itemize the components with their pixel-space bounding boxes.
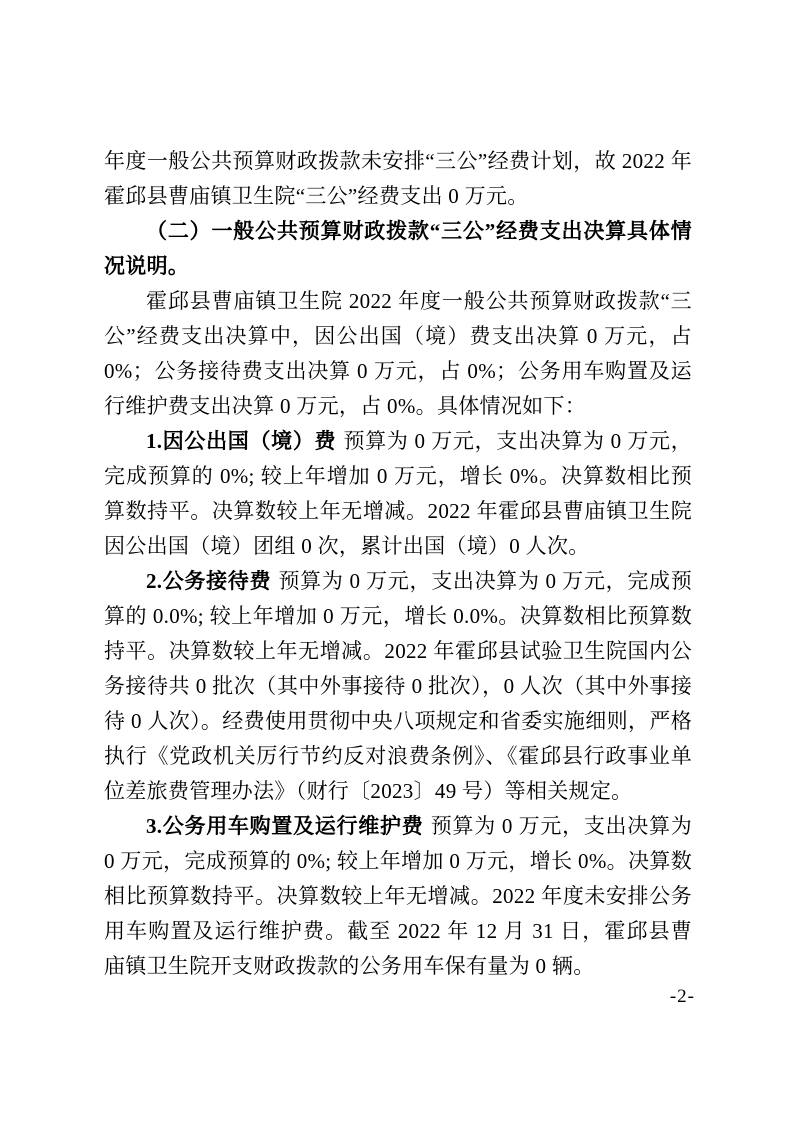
paragraph-continuation (104, 144, 692, 214)
item-3-label: 3.公务用车购置及运行维护费 (146, 814, 424, 838)
item-3-text: 预算为 0 万元，支出决算为 0 万元，完成预算的 0%; 较上年增加 0 万元，增长 0%。决算数相比预算数持平。决算数较上年无增减。2022 年度未安排公务用车购置及运行维护费。截至 2022 年 12 月 31 日，霍邱县曹庙镇卫生院开支财政拨款的公务用车保有量为 0 辆。 (104, 814, 693, 978)
item-2-text: 预算为 0 万元，支出决算为 0 万元，完成预算的 0.0%; 较上年增加 0 万元，增长 0.0%。决算数相比预算数持平。决算数较上年无增减。2022 年霍邱县试验卫生院国内公务接待共 0 批次（其中外事接待 0 批次），0 人次（其中外事接待 0 人次）。经费使用贯彻中央八项规定和省委实施细则，严格执行《党政机关厉行节约反对浪费条例》、《霍邱县行政事业单位差旅费管理办法》（财行〔2023〕49 号）等相关规定。 (104, 569, 692, 803)
section-heading (104, 214, 692, 284)
paragraph-item-2 (104, 564, 692, 809)
paragraph-text: 霍邱县曹庙镇卫生院 2022 年度一般公共预算财政拨款“三公”经费支出决算中，因公出国（境）费支出决算 0 万元，占 0%；公务接待费支出决算 0 万元，占 0%；公务用车购置及运行维护费支出决算 0 万元，占 0%。具体情况如下： (104, 289, 692, 418)
paragraph-overview (104, 284, 692, 424)
paragraph-item-1 (104, 424, 692, 564)
document-body (104, 144, 692, 984)
item-1-label: 1.因公出国（境）费 (146, 429, 337, 453)
paragraph-item-3 (104, 809, 692, 984)
page-number: -2- (669, 986, 695, 1007)
paragraph-text: 年度一般公共预算财政拨款未安排“三公”经费计划，故 2022 年霍邱县曹庙镇卫生院“三公”经费支出 0 万元。 (104, 149, 692, 208)
section-heading-text: （二）一般公共预算财政拨款“三公”经费支出决算具体情况说明。 (104, 219, 692, 278)
item-1-text: 预算为 0 万元，支出决算为 0 万元，完成预算的 0%; 较上年增加 0 万元，增长 0%。决算数相比预算数持平。决算数较上年无增减。2022 年霍邱县曹庙镇卫生院因公出国（境）团组 0 次，累计出国（境）0 人次。 (104, 429, 693, 558)
item-2-label: 2.公务接待费 (146, 569, 272, 593)
